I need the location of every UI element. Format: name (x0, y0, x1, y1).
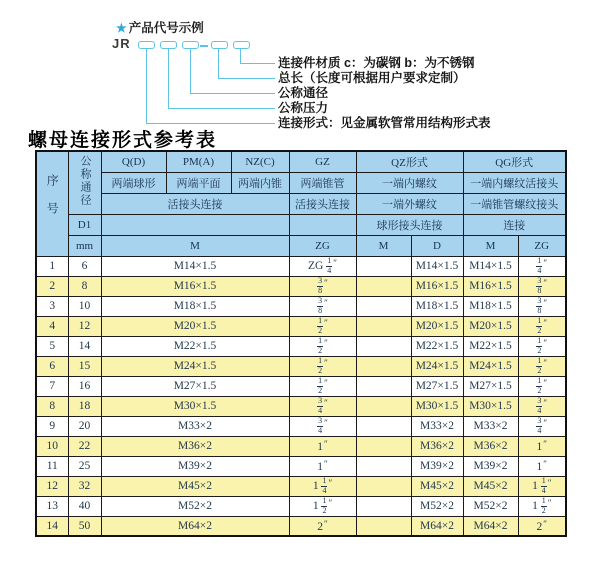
cell-seq: 12 (36, 476, 68, 496)
diagram-heading (116, 18, 204, 36)
cell-gz-zg: 1 $\frac{1}{4}$ ″ (289, 476, 356, 496)
cell-qg-m: M45×2 (463, 476, 518, 496)
cell-qz-d: M20×1.5 (411, 316, 463, 336)
cell-m: M22×1.5 (101, 336, 289, 356)
code-box-5 (233, 41, 250, 49)
cell-qg-m: M24×1.5 (463, 356, 518, 376)
cell-seq: 9 (36, 416, 68, 436)
cell-seq: 1 (36, 256, 68, 276)
cell-gz-zg: 1″ (289, 436, 356, 456)
cell-dn-mm: 18 (68, 396, 101, 416)
header-nz-desc: 两端内锥 (231, 172, 289, 193)
cell-seq: 3 (36, 296, 68, 316)
cell-qg-zg: 1 $\frac{1}{4}$ ″ (518, 476, 566, 496)
cell-qg-zg: $\frac{1}{2}$ ″ (518, 376, 566, 396)
code-dash (200, 45, 208, 47)
table-row (36, 456, 566, 476)
cell-qz-d: M52×2 (411, 496, 463, 516)
header-col-q: Q(D) (101, 151, 166, 172)
cell-m: M18×1.5 (101, 296, 289, 316)
cell-qg-m: M64×2 (463, 516, 518, 536)
table-row (36, 516, 566, 536)
cell-qz-m (356, 316, 411, 336)
cell-gz-zg: $\frac{3}{4}$ ″ (289, 416, 356, 436)
header-qg-zg: ZG (518, 235, 566, 256)
cell-m: M16×1.5 (101, 276, 289, 296)
cell-seq: 8 (36, 396, 68, 416)
code-prefix: JR (112, 36, 131, 51)
header-m-thread: M (101, 235, 289, 256)
cell-qg-zg: $\frac{3}{4}$ ″ (518, 416, 566, 436)
cell-qg-zg: $\frac{1}{2}$ ″ (518, 356, 566, 376)
header-gz-desc: 两端锥管 (289, 172, 356, 193)
cell-dn-mm: 20 (68, 416, 101, 436)
cell-m: M64×2 (101, 516, 289, 536)
cell-qz-d: M14×1.5 (411, 256, 463, 276)
cell-qz-d: M36×2 (411, 436, 463, 456)
header-col-qg: QG形式 (463, 151, 566, 172)
header-qz-m: M (356, 235, 411, 256)
cell-qg-m: M14×1.5 (463, 256, 518, 276)
cell-qg-zg: $\frac{1}{2}$ ″ (518, 336, 566, 356)
cell-qz-d: M33×2 (411, 416, 463, 436)
table-row (36, 296, 566, 316)
cell-m: M33×2 (101, 416, 289, 436)
table-row (36, 476, 566, 496)
table-row (36, 256, 566, 276)
header-qz-desc2: 一端外螺纹 (356, 193, 463, 214)
header-gz-connection: 活接头连接 (289, 193, 356, 214)
cell-gz-zg: ZG $\frac{1}{4}$ ″ (289, 256, 356, 276)
diagram-label-connection: 连接形式：见金属软管常用结构形式表 (278, 116, 491, 130)
cell-seq: 11 (36, 456, 68, 476)
code-box-4 (211, 41, 228, 49)
cell-qz-d: M45×2 (411, 476, 463, 496)
cell-qg-m: M27×1.5 (463, 376, 518, 396)
code-box-3 (182, 41, 199, 49)
cell-qg-m: M33×2 (463, 416, 518, 436)
table-row (36, 376, 566, 396)
table-row (36, 416, 566, 436)
cell-gz-zg: 1 $\frac{1}{2}$ ″ (289, 496, 356, 516)
diagram-label-material: 连接件材质 c：为碳钢 b：为不锈钢 (278, 56, 475, 70)
cell-dn-mm: 10 (68, 296, 101, 316)
table-title: 螺母连接形式参考表 (28, 130, 218, 151)
cell-qg-zg: 1 $\frac{1}{2}$ ″ (518, 496, 566, 516)
cell-seq: 10 (36, 436, 68, 456)
cell-dn-mm: 40 (68, 496, 101, 516)
cell-gz-zg: $\frac{1}{2}$ ″ (289, 376, 356, 396)
table-row (36, 496, 566, 516)
cell-qz-m (356, 396, 411, 416)
cell-seq: 6 (36, 356, 68, 376)
cell-seq: 7 (36, 376, 68, 396)
cell-qg-m: M22×1.5 (463, 336, 518, 356)
header-col-qz: QZ形式 (356, 151, 463, 172)
cell-gz-zg: $\frac{3}{8}$ ″ (289, 276, 356, 296)
cell-qz-m (356, 276, 411, 296)
header-qz-connection: 球形接头连接 (356, 214, 463, 235)
cell-qz-m (356, 296, 411, 316)
cell-dn-mm: 32 (68, 476, 101, 496)
cell-qz-m (356, 256, 411, 276)
cell-m: M30×1.5 (101, 396, 289, 416)
header-blank-qpmnz (101, 214, 289, 235)
header-zg-thread: ZG (289, 235, 356, 256)
table-row (36, 276, 566, 296)
cell-gz-zg: 2″ (289, 516, 356, 536)
cell-qg-zg: $\frac{3}{8}$ ″ (518, 296, 566, 316)
header-union-connection: 活接头连接 (101, 193, 289, 214)
diagram-label-diameter: 公称通径 (278, 86, 329, 100)
table-row (36, 336, 566, 356)
cell-qz-d: M39×2 (411, 456, 463, 476)
header-d1: D1 (68, 214, 101, 235)
header-seq: 序号 (36, 151, 68, 256)
cell-m: M45×2 (101, 476, 289, 496)
header-qg-connection: 连接 (463, 214, 566, 235)
cell-qz-d: M18×1.5 (411, 296, 463, 316)
cell-qz-d: M24×1.5 (411, 356, 463, 376)
cell-dn-mm: 22 (68, 436, 101, 456)
cell-qg-zg: 2″ (518, 516, 566, 536)
cell-seq: 5 (36, 336, 68, 356)
cell-seq: 2 (36, 276, 68, 296)
cell-qz-m (356, 336, 411, 356)
cell-m: M39×2 (101, 456, 289, 476)
cell-qz-d: M30×1.5 (411, 396, 463, 416)
cell-qg-zg: $\frac{1}{2}$ ″ (518, 316, 566, 336)
cell-qg-zg: 1″ (518, 436, 566, 456)
header-nominal-diameter: 公称通径 (68, 151, 101, 214)
table-row (36, 396, 566, 416)
cell-dn-mm: 14 (68, 336, 101, 356)
cell-qz-m (356, 356, 411, 376)
header-pm-desc: 两端平面 (166, 172, 231, 193)
cell-qg-m: M39×2 (463, 456, 518, 476)
cell-gz-zg: $\frac{1}{2}$ ″ (289, 316, 356, 336)
table-row (36, 316, 566, 336)
cell-qg-m: M16×1.5 (463, 276, 518, 296)
cell-gz-zg: $\frac{1}{2}$ ″ (289, 336, 356, 356)
connector-line-5 (146, 49, 275, 124)
cell-qg-zg: $\frac{3}{4}$ ″ (518, 396, 566, 416)
cell-seq: 4 (36, 316, 68, 336)
cell-qg-zg: 1″ (518, 456, 566, 476)
header-col-pm: PM(A) (166, 151, 231, 172)
cell-dn-mm: 25 (68, 456, 101, 476)
diagram-heading-text: 产品代号示例 (128, 21, 204, 35)
cell-qz-d: M64×2 (411, 516, 463, 536)
cell-m: M20×1.5 (101, 316, 289, 336)
code-box-2 (160, 41, 177, 49)
cell-qz-m (356, 376, 411, 396)
cell-gz-zg: $\frac{3}{4}$ ″ (289, 396, 356, 416)
table-row (36, 436, 566, 456)
cell-m: M52×2 (101, 496, 289, 516)
cell-seq: 13 (36, 496, 68, 516)
header-qg-desc2: 一端锥管螺纹接头 (463, 193, 566, 214)
cell-qz-m (356, 516, 411, 536)
cell-gz-zg: $\frac{3}{8}$ ″ (289, 296, 356, 316)
cell-qz-m (356, 416, 411, 436)
cell-qg-zg: $\frac{3}{8}$ ″ (518, 276, 566, 296)
cell-qg-m: M30×1.5 (463, 396, 518, 416)
cell-qz-d: M22×1.5 (411, 336, 463, 356)
header-mm-unit: mm (68, 235, 101, 256)
star-icon: ★ (116, 21, 127, 35)
header-q-desc: 两端球形 (101, 172, 166, 193)
cell-dn-mm: 12 (68, 316, 101, 336)
cell-m: M14×1.5 (101, 256, 289, 276)
header-qz-desc1: 一端内螺纹 (356, 172, 463, 193)
header-blank-gz (289, 214, 356, 235)
cell-qg-m: M18×1.5 (463, 296, 518, 316)
cell-gz-zg: $\frac{1}{2}$ ″ (289, 356, 356, 376)
diagram-label-pressure: 公称压力 (278, 101, 329, 115)
cell-gz-zg: 1″ (289, 456, 356, 476)
cell-qz-m (356, 496, 411, 516)
nut-connection-reference-table (35, 150, 567, 537)
cell-dn-mm: 50 (68, 516, 101, 536)
cell-seq: 14 (36, 516, 68, 536)
cell-m: M27×1.5 (101, 376, 289, 396)
cell-dn-mm: 15 (68, 356, 101, 376)
cell-dn-mm: 8 (68, 276, 101, 296)
cell-qg-m: M52×2 (463, 496, 518, 516)
header-qg-m: M (463, 235, 518, 256)
cell-qz-m (356, 476, 411, 496)
header-qg-desc1: 一端内螺纹活接头 (463, 172, 566, 193)
cell-qz-d: M16×1.5 (411, 276, 463, 296)
cell-qz-m (356, 436, 411, 456)
cell-qg-m: M20×1.5 (463, 316, 518, 336)
cell-qg-zg: $\frac{1}{4}$ ″ (518, 256, 566, 276)
cell-m: M36×2 (101, 436, 289, 456)
header-qz-d: D (411, 235, 463, 256)
table-row (36, 356, 566, 376)
cell-qg-m: M36×2 (463, 436, 518, 456)
cell-m: M24×1.5 (101, 356, 289, 376)
diagram-label-length: 总长（长度可根据用户要求定制） (278, 71, 466, 85)
header-col-nz: NZ(C) (231, 151, 289, 172)
cell-dn-mm: 6 (68, 256, 101, 276)
code-box-1 (138, 41, 155, 49)
cell-qz-d: M27×1.5 (411, 376, 463, 396)
cell-qz-m (356, 456, 411, 476)
header-col-gz: GZ (289, 151, 356, 172)
cell-dn-mm: 16 (68, 376, 101, 396)
